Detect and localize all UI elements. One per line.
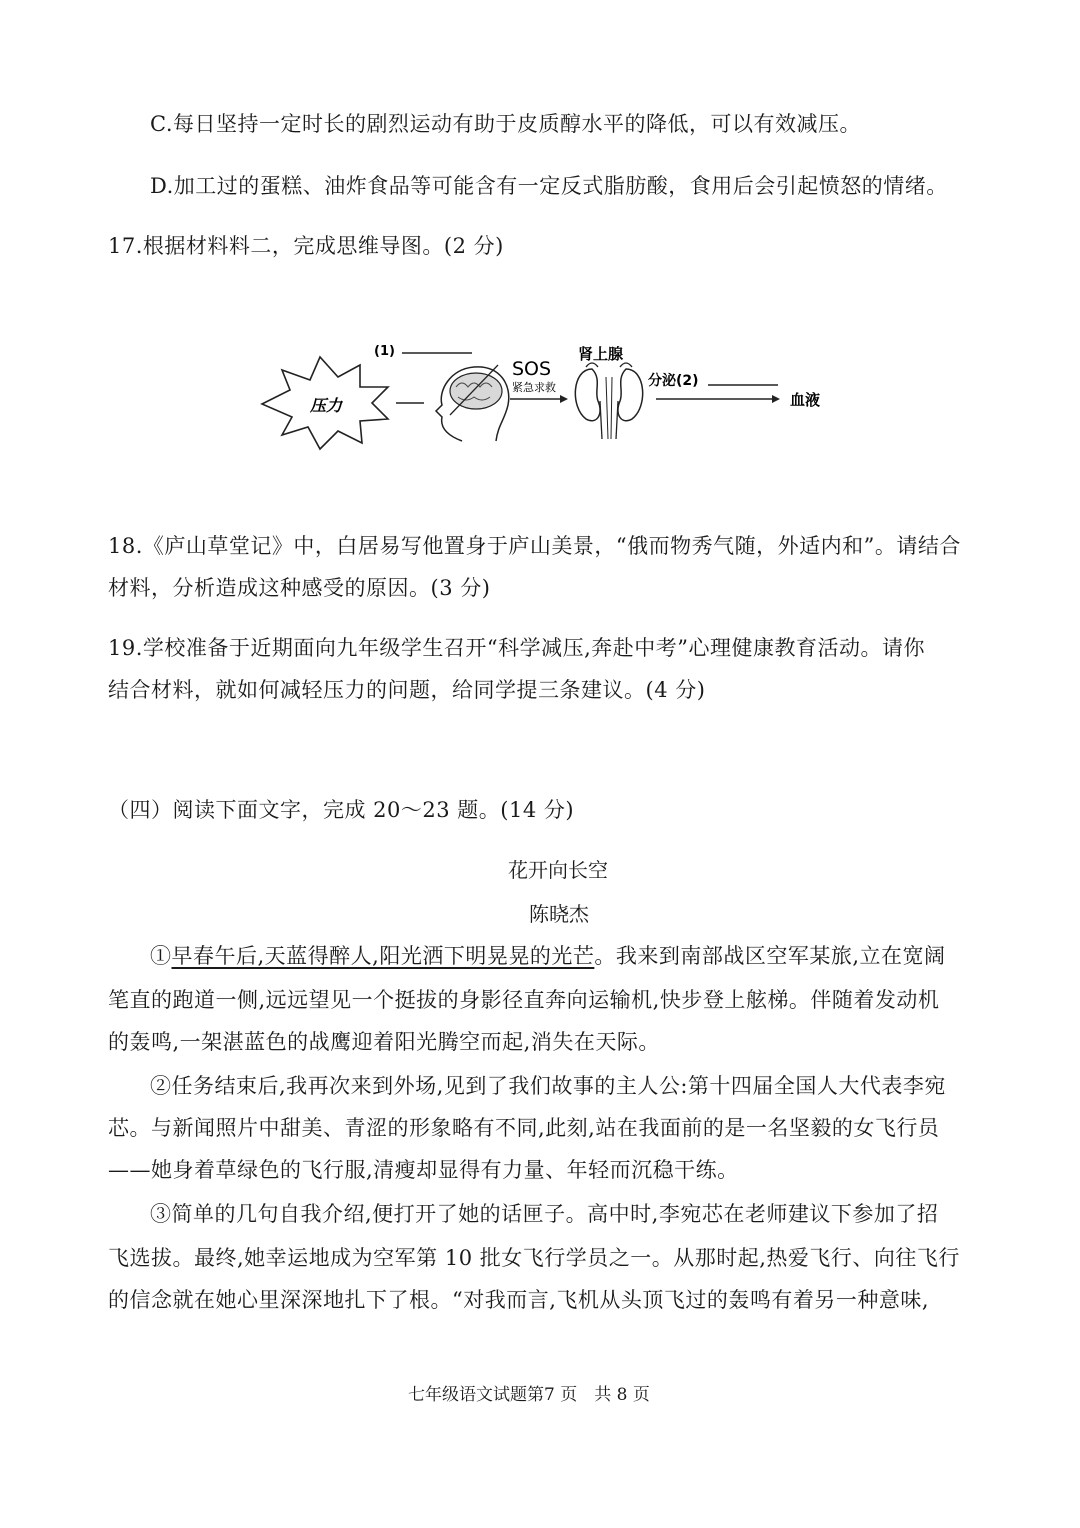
secrete-label: 分泌(2) — [648, 373, 699, 389]
sos-label: SOS — [512, 358, 552, 380]
paragraph-3-line-2: 飞选拔。最终,她幸运地成为空军第 10 批女飞行学员之一。从那时起,热爱飞行、向往飞行 — [108, 1246, 960, 1270]
question-19-line-2: 结合材料，就如何减轻压力的问题，给同学提三条建议。(4 分) — [108, 678, 706, 702]
option-d: D.加工过的蛋糕、油炸食品等可能含有一定反式脂肪酸，食用后会引起愤怒的情绪。 — [150, 174, 948, 198]
paragraph-2-line-3: ——她身着草绿色的飞行服,清瘦却显得有力量、年轻而沉稳干练。 — [108, 1158, 739, 1182]
question-18-line-2: 材料，分析造成这种感受的原因。(3 分) — [108, 576, 491, 600]
paragraph-3-line-3: 的信念就在她心里深深地扎下了根。“对我而言,飞机从头顶飞过的轰鸣有着另一种意味, — [108, 1288, 930, 1312]
paragraph-1-line-2: 笔直的跑道一侧,远远望见一个挺拔的身影径直奔向运输机,快步登上舷梯。伴随着发动机 — [108, 988, 940, 1012]
paragraph-1-rest: 。我来到南部战区空军某旅,立在宽阔 — [594, 944, 946, 968]
paragraph-3-line-1: ③简单的几句自我介绍,便打开了她的话匣子。高中时,李宛芯在老师建议下参加了招 — [150, 1202, 939, 1226]
adrenal-gland-label: 肾上腺 — [578, 345, 624, 363]
paragraph-1-underlined-sentence: 早春午后,天蓝得醉人,阳光洒下明晃晃的光芒 — [171, 944, 595, 968]
section-4-heading: （四）阅读下面文字，完成 20～23 题。(14 分) — [108, 798, 575, 822]
blood-label: 血液 — [790, 391, 821, 409]
paragraph-1-line-3: 的轰鸣,一架湛蓝色的战鹰迎着阳光腾空而起,消失在天际。 — [108, 1030, 660, 1054]
option-c: C.每日坚持一定时长的剧烈运动有助于皮质醇水平的降低，可以有效减压。 — [150, 112, 861, 136]
kidney-icon — [575, 363, 642, 439]
stress-label: 压力 — [310, 396, 343, 415]
paragraph-1-line-1 — [150, 940, 946, 970]
article-title: 花开向长空 — [508, 858, 608, 882]
head-brain-icon — [436, 365, 509, 441]
article-author: 陈晓杰 — [529, 902, 589, 926]
sos-sub-label: 紧急求救 — [512, 381, 556, 394]
question-17: 17.根据材料料二，完成思维导图。(2 分) — [108, 234, 504, 258]
paragraph-2-line-2: 芯。与新闻照片中甜美、青涩的形象略有不同,此刻,站在我面前的是一名坚毅的女飞行员 — [108, 1116, 940, 1140]
blank-1-label: (1) — [374, 344, 395, 359]
mind-map-diagram — [0, 335, 1080, 455]
question-19-line-1: 19.学校准备于近期面向九年级学生召开“科学减压,奔赴中考”心理健康教育活动。请你 — [108, 636, 926, 660]
page-footer: 七年级语文试题第7 页 共 8 页 — [408, 1385, 650, 1405]
paragraph-2-line-1: ②任务结束后,我再次来到外场,见到了我们故事的主人公:第十四届全国人大代表李宛 — [150, 1074, 946, 1098]
paragraph-1-marker: ① — [150, 944, 172, 968]
question-18-line-1: 18.《庐山草堂记》中，白居易写他置身于庐山美景，“俄而物秀气随，外适内和”。请结合 — [108, 534, 961, 558]
